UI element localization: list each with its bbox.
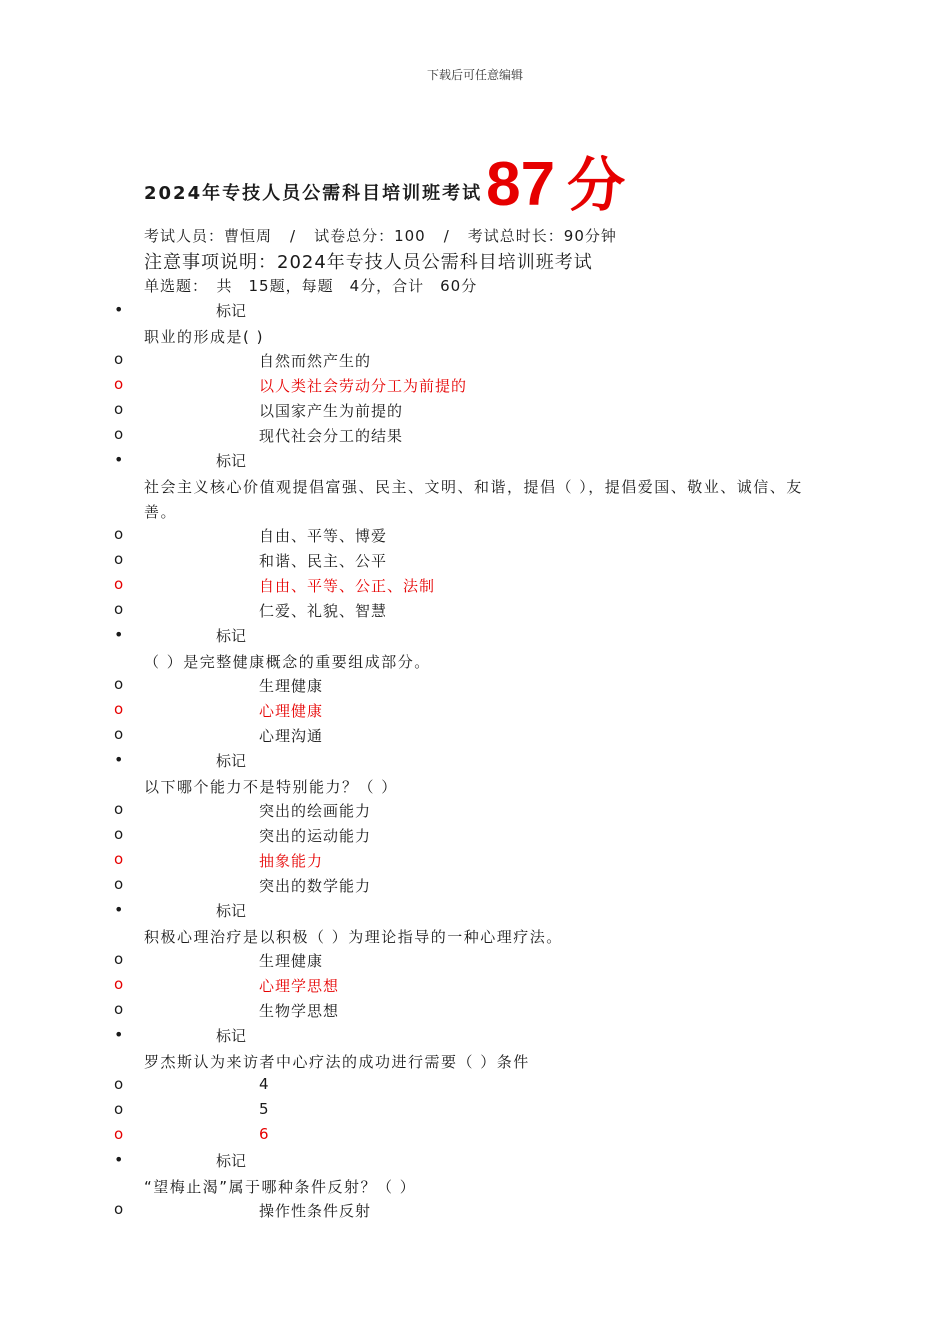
option-label[interactable]: 操作性条件反射 xyxy=(259,1202,372,1220)
option-label-selected[interactable]: 以人类社会劳动分工为前提的 xyxy=(259,377,468,395)
option-label[interactable]: 4 xyxy=(259,1075,270,1093)
option-label[interactable]: 生理健康 xyxy=(259,677,324,695)
option-radio[interactable]: o xyxy=(114,875,124,893)
option-radio[interactable]: o xyxy=(114,425,124,443)
question-text: “望梅止渴”属于哪种条件反射？（ ） xyxy=(144,1178,417,1196)
question-text: 以下哪个能力不是特别能力？（ ） xyxy=(144,778,398,796)
question-bullet: • xyxy=(114,1025,124,1044)
option-radio[interactable]: o xyxy=(114,1200,124,1218)
examinee: 考试人员：曹恒周 xyxy=(144,227,273,245)
question-bullet: • xyxy=(114,900,124,919)
option-radio[interactable]: o xyxy=(114,575,124,593)
section-heading: 单选题： 共 15题，每题 4分，合计 60分 xyxy=(144,277,478,295)
option-label[interactable]: 以国家产生为前提的 xyxy=(259,402,404,420)
total-score: 试卷总分：100 xyxy=(314,227,426,245)
question-text: 社会主义核心价值观提倡富强、民主、文明、和谐，提倡（ ），提倡爱国、敬业、诚信、友善。 xyxy=(144,478,803,521)
mark-button[interactable]: 标记 xyxy=(216,302,247,320)
option-radio[interactable]: o xyxy=(114,1125,124,1143)
option-label-selected[interactable]: 自由、平等、公正、法制 xyxy=(259,577,436,595)
option-radio[interactable]: o xyxy=(114,850,124,868)
option-label[interactable]: 突出的数学能力 xyxy=(259,877,372,895)
separator: / xyxy=(443,227,450,245)
option-radio[interactable]: o xyxy=(114,600,124,618)
question-bullet: • xyxy=(114,300,124,319)
mark-button[interactable]: 标记 xyxy=(216,1027,247,1045)
option-label[interactable]: 生物学思想 xyxy=(259,1002,340,1020)
question-bullet: • xyxy=(114,450,124,469)
mark-button[interactable]: 标记 xyxy=(216,1152,247,1170)
option-label[interactable]: 现代社会分工的结果 xyxy=(259,427,404,445)
page-header-note: 下载后可任意编辑 xyxy=(426,68,523,82)
option-radio[interactable]: o xyxy=(114,1000,124,1018)
question-text: 职业的形成是( ) xyxy=(144,328,264,346)
option-radio[interactable]: o xyxy=(114,400,124,418)
question-bullet: • xyxy=(114,625,124,644)
option-label-selected[interactable]: 心理学思想 xyxy=(259,977,340,995)
score-value: 87 xyxy=(486,150,556,219)
option-label[interactable]: 突出的绘画能力 xyxy=(259,802,372,820)
option-label[interactable]: 自由、平等、博爱 xyxy=(259,527,388,545)
option-radio[interactable]: o xyxy=(114,375,124,393)
option-label[interactable]: 心理沟通 xyxy=(259,727,324,745)
option-label-selected[interactable]: 抽象能力 xyxy=(259,852,324,870)
question-bullet: • xyxy=(114,750,124,769)
option-radio[interactable]: o xyxy=(114,550,124,568)
notice: 注意事项说明：2024年专技人员公需科目培训班考试 xyxy=(144,252,593,273)
question-text: （ ）是完整健康概念的重要组成部分。 xyxy=(144,653,431,671)
mark-button[interactable]: 标记 xyxy=(216,627,247,645)
option-radio[interactable]: o xyxy=(114,1075,124,1093)
mark-button[interactable]: 标记 xyxy=(216,752,247,770)
option-label[interactable]: 和谐、民主、公平 xyxy=(259,552,388,570)
question-text: 罗杰斯认为来访者中心疗法的成功进行需要（ ）条件 xyxy=(144,1053,530,1071)
exam-title-row xyxy=(144,138,625,222)
mark-button[interactable]: 标记 xyxy=(216,452,247,470)
option-radio[interactable]: o xyxy=(114,700,124,718)
option-radio[interactable]: o xyxy=(114,675,124,693)
question-text: 积极心理治疗是以积极（ ）为理论指导的一种心理疗法。 xyxy=(144,928,563,946)
option-label[interactable]: 突出的运动能力 xyxy=(259,827,372,845)
exam-title: 2024年专技人员公需科目培训班考试 xyxy=(144,183,483,204)
option-radio[interactable]: o xyxy=(114,525,124,543)
duration: 考试总时长：90分钟 xyxy=(467,227,617,245)
option-label[interactable]: 生理健康 xyxy=(259,952,324,970)
score-unit: 分 xyxy=(567,151,626,219)
option-radio[interactable]: o xyxy=(114,725,124,743)
option-label[interactable]: 5 xyxy=(259,1100,270,1118)
option-label[interactable]: 自然而然产生的 xyxy=(259,352,372,370)
option-radio[interactable]: o xyxy=(114,950,124,968)
option-radio[interactable]: o xyxy=(114,350,124,368)
option-radio[interactable]: o xyxy=(114,825,124,843)
exam-meta xyxy=(144,225,617,246)
mark-button[interactable]: 标记 xyxy=(216,902,247,920)
option-radio[interactable]: o xyxy=(114,1100,124,1118)
option-label-selected[interactable]: 6 xyxy=(259,1125,270,1143)
option-label[interactable]: 仁爱、礼貌、智慧 xyxy=(259,602,388,620)
option-radio[interactable]: o xyxy=(114,975,124,993)
question-bullet: • xyxy=(114,1150,124,1169)
separator: / xyxy=(290,227,297,245)
option-radio[interactable]: o xyxy=(114,800,124,818)
option-label-selected[interactable]: 心理健康 xyxy=(259,702,324,720)
